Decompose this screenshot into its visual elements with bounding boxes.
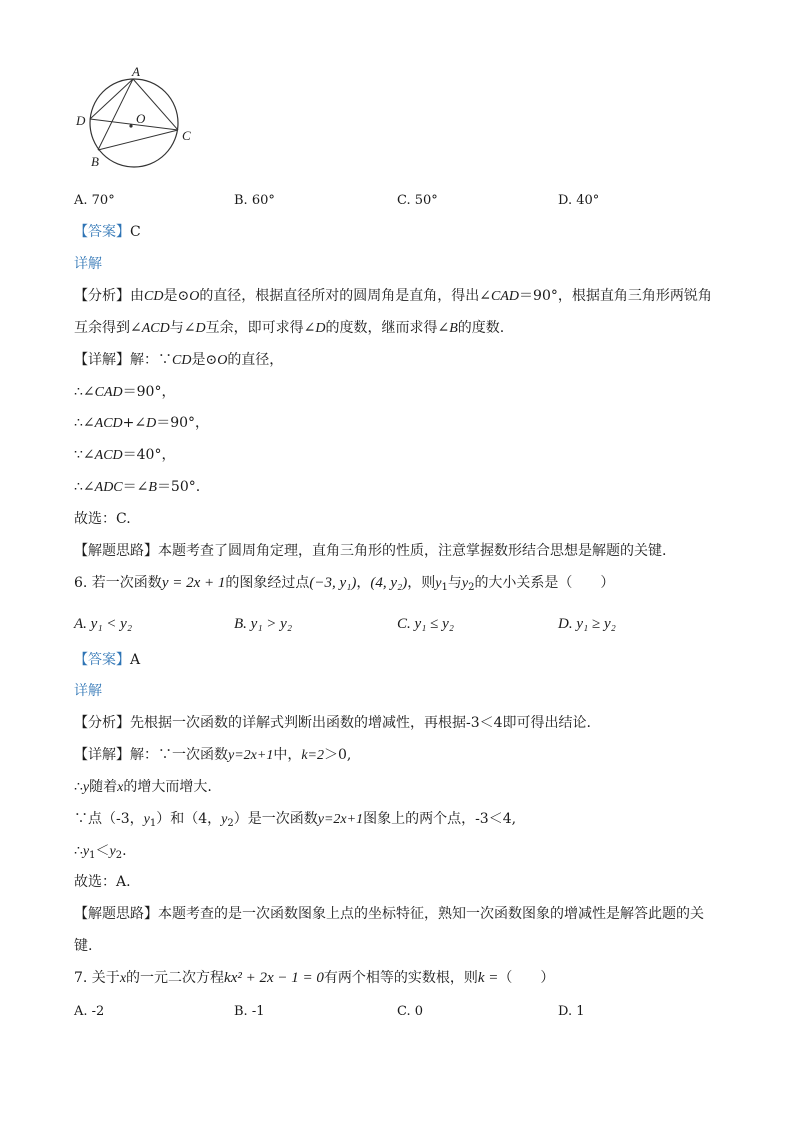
circle-o bbox=[90, 79, 178, 167]
q5-solution-line-2: ∴∠CAD＝90°， bbox=[74, 384, 176, 400]
q5-choices bbox=[74, 191, 734, 211]
answer-tag: 【答案】 bbox=[74, 652, 130, 668]
q6-choices bbox=[74, 614, 734, 634]
q5-detail-heading bbox=[74, 254, 102, 274]
idea-tag: 【解题思路】 bbox=[74, 906, 158, 922]
q5-choice-b[interactable]: B. 60° bbox=[234, 193, 275, 208]
answer-tag: 【答案】 bbox=[74, 224, 130, 240]
chord-ab bbox=[98, 79, 133, 150]
idea-tag: 【解题思路】 bbox=[74, 543, 158, 559]
q6-choice-c[interactable]: C. y₁ ≤ y₂ bbox=[397, 616, 454, 632]
q6-solution-line-4: $\therefore y_1<y_2$. bbox=[74, 843, 127, 861]
q5-analysis-line-1: 【分析】由CD是⊙O的直径，根据直径所对的圆周角是直角，得出∠CAD＝90°，根据直角三角形两锐角 bbox=[74, 288, 712, 304]
q6-solution-line-2: ∴y随着x的增大而增大. bbox=[74, 779, 212, 795]
q5-choice-c[interactable]: C. 50° bbox=[397, 193, 438, 208]
q6-choose: 故选：A. bbox=[74, 874, 131, 890]
q6-point-2: (4, y₂) bbox=[370, 575, 408, 591]
answer-value: C bbox=[130, 224, 141, 240]
label-b: B bbox=[91, 154, 99, 169]
q6-choice-d[interactable]: D. y₁ ≥ y₂ bbox=[558, 616, 616, 632]
q6-solution-line-1: 【详解】解：∵一次函数y=2x+1中，k=2＞0, bbox=[74, 747, 352, 763]
q6-idea-line-1: 【解题思路】本题考查的是一次函数图象上点的坐标特征，熟知一次函数图象的增减性是解答此题的关 bbox=[74, 906, 704, 922]
label-o: O bbox=[136, 111, 146, 126]
q7-equation: kx² + 2x − 1 = 0 bbox=[224, 970, 324, 986]
q5-choice-d[interactable]: D. 40° bbox=[558, 193, 600, 208]
q6-analysis: 【分析】先根据一次函数的详解式判断出函数的增减性，再根据-3＜4即可得出结论. bbox=[74, 715, 591, 731]
q7-choice-d[interactable]: D. 1 bbox=[558, 1004, 585, 1019]
q5-solution-line-4: ∵∠ACD＝40°， bbox=[74, 447, 176, 463]
q6-solution-line-3: ∵点（-3，$y_1$）和（4，$y_2$）是一次函数y=2x+1图象上的两个点，-3＜4, bbox=[74, 811, 517, 829]
label-c: C bbox=[182, 128, 191, 143]
circle-figure bbox=[74, 62, 204, 180]
label-a: A bbox=[132, 64, 140, 79]
detail-tag: 详解 bbox=[74, 683, 102, 699]
q6-detail-heading bbox=[74, 681, 102, 701]
q5-idea: 【解题思路】本题考查了圆周角定理，直角三角形的性质，注意掌握数形结合思想是解题的关键. bbox=[74, 543, 667, 559]
detail-tag: 详解 bbox=[74, 256, 102, 272]
q7-choice-c[interactable]: C. 0 bbox=[397, 1004, 424, 1019]
q6-point-1: (−3, y₁) bbox=[309, 575, 357, 591]
q5-solution-line-1: 【详解】解：∵CD是⊙O的直径， bbox=[74, 352, 284, 368]
q5-choice-a[interactable]: A. 70° bbox=[74, 193, 115, 208]
center-point bbox=[129, 124, 132, 127]
q6-choice-b[interactable]: B. y₁ > y₂ bbox=[234, 616, 293, 632]
q5-solution-line-3: ∴∠ACD+∠D＝90°， bbox=[74, 415, 210, 431]
q5-analysis-line-2: 互余得到∠ACD与∠D互余，即可求得∠D的度数，继而求得∠B的度数. bbox=[74, 320, 505, 336]
q6-answer bbox=[74, 650, 140, 670]
q5-solution-line-5: ∴∠ADC＝∠B＝50°. bbox=[74, 479, 201, 495]
answer-value: A bbox=[130, 652, 141, 668]
q6-stem: 6. 若一次函数y = 2x + 1的图象经过点(−3, y₁)，(4, y₂)，则$y_1$与$y_2$的大小关系是（ ） bbox=[74, 575, 615, 593]
q7-choices bbox=[74, 1002, 734, 1022]
analysis-tag: 【分析】 bbox=[74, 715, 130, 731]
detail-label: 【详解】 bbox=[74, 747, 130, 763]
q6-idea-line-2: 键. bbox=[74, 938, 93, 954]
label-d: D bbox=[76, 113, 86, 128]
q7-choice-a[interactable]: A. -2 bbox=[74, 1004, 105, 1019]
analysis-tag: 【分析】 bbox=[74, 288, 130, 304]
q5-choose: 故选：C. bbox=[74, 511, 131, 527]
q6-choice-a[interactable]: A. y₁ < y₂ bbox=[74, 616, 133, 632]
detail-label: 【详解】 bbox=[74, 352, 130, 368]
chord-bc bbox=[98, 130, 178, 150]
q7-choice-b[interactable]: B. -1 bbox=[234, 1004, 265, 1019]
diameter-dc bbox=[90, 119, 178, 130]
q6-function: y = 2x + 1 bbox=[161, 575, 226, 591]
q5-answer bbox=[74, 222, 141, 242]
q7-stem: 7. 关于x的一元二次方程kx² + 2x − 1 = 0有两个相等的实数根，则k =（ ） bbox=[74, 970, 555, 986]
